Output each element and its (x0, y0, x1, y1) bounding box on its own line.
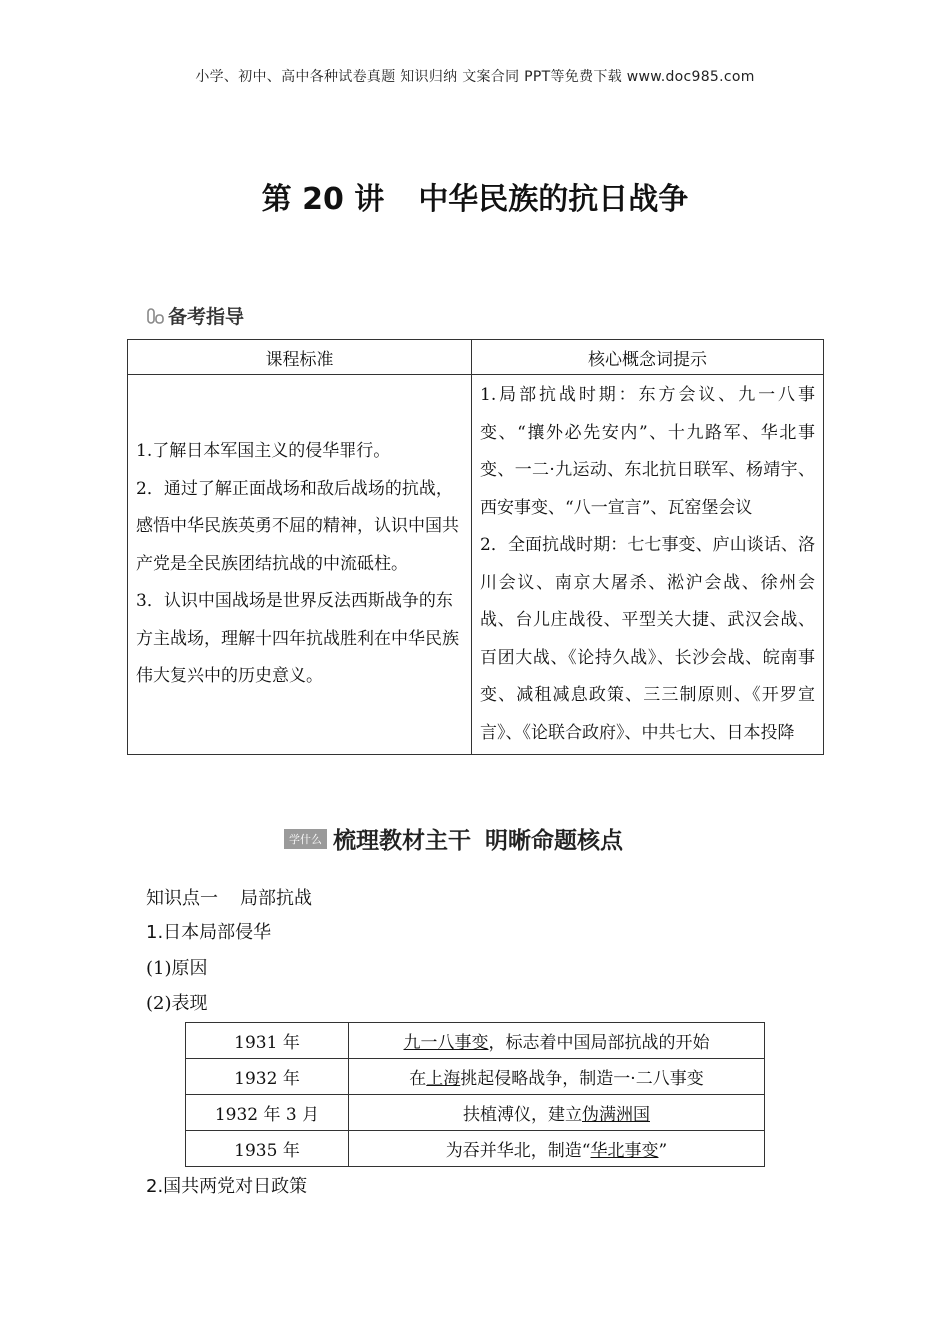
curriculum-table (127, 339, 824, 755)
link-chain-icon (146, 306, 166, 326)
banner-title: 梳理教材主干 明晰命题核点 (333, 828, 623, 854)
exam-guide-label: 备考指导 (168, 306, 245, 328)
subheading: 1.日本局部侵华 (146, 922, 272, 943)
lecture-topic: 中华民族的抗日战争 (418, 182, 689, 217)
event-desc: 在上海挑起侵略战争，制造一·二八事变 (349, 1059, 765, 1095)
concept-item: 1.局部抗战时期：东方会议、九一八事变、“攘外必先安内”、十九路军、华北事变、一二·九运动、东北抗日联军、杨靖宇、西安事变、“八一宣言”、瓦窑堡会议 (480, 385, 815, 518)
event-desc: 扶植溥仪，建立伪满洲国 (349, 1095, 765, 1131)
site-header: 小学、初中、高中各种试卷真题 知识归纳 文案合同 PPT等免费下载 www.doc985.com (195, 69, 755, 85)
page-title (0, 174, 950, 218)
event-year: 1935 年 (186, 1131, 349, 1167)
standard-item: 2．通过了解正面战场和敌后战场的抗战，感悟中华民族英勇不屈的精神，认识中国共产党是全民族团结抗战的中流砥柱。 (136, 478, 459, 574)
table-row (186, 1059, 765, 1095)
event-desc: 九一八事变，标志着中国局部抗战的开始 (349, 1023, 765, 1059)
concepts-cell (472, 375, 824, 755)
subheading: 2.国共两党对日政策 (146, 1176, 308, 1197)
table-row (186, 1095, 765, 1131)
lecture-number: 第 20 讲 (261, 182, 385, 217)
event-desc: 为吞并华北，制造“华北事变” (349, 1131, 765, 1167)
standards-cell (128, 375, 472, 755)
table-row (186, 1131, 765, 1167)
event-year: 1932 年 (186, 1059, 349, 1095)
events-table (185, 1022, 765, 1167)
event-year: 1932 年 3 月 (186, 1095, 349, 1131)
event-year: 1931 年 (186, 1023, 349, 1059)
banner-tag: 学什么 (284, 829, 327, 849)
manifestation-label: (2)表现 (146, 993, 208, 1014)
exam-guide-heading (146, 302, 244, 329)
col-header-standards: 课程标准 (128, 340, 472, 375)
standard-item: 3．认识中国战场是世界反法西斯战争的东方主战场，理解十四年抗战胜利在中华民族伟大复兴中的历史意义。 (136, 591, 459, 687)
concept-item: 2．全面抗战时期：七七事变、庐山谈话、洛川会议、南京大屠杀、淞沪会战、徐州会战、台儿庄战役、平型关大捷、武汉会战、百团大战、《论持久战》、长沙会战、皖南事变、减租减息政策、三三制原则、《开罗宣言》、《论联合政府》、中共七大、日本投降 (480, 535, 815, 743)
cause-label: (1)原因 (146, 958, 208, 979)
knowledge-point-heading: 知识点一 局部抗战 (146, 888, 312, 909)
standard-item: 1.了解日本军国主义的侵华罪行。 (136, 441, 391, 462)
section-banner (284, 822, 623, 855)
col-header-concepts: 核心概念词提示 (472, 340, 824, 375)
table-row (186, 1023, 765, 1059)
